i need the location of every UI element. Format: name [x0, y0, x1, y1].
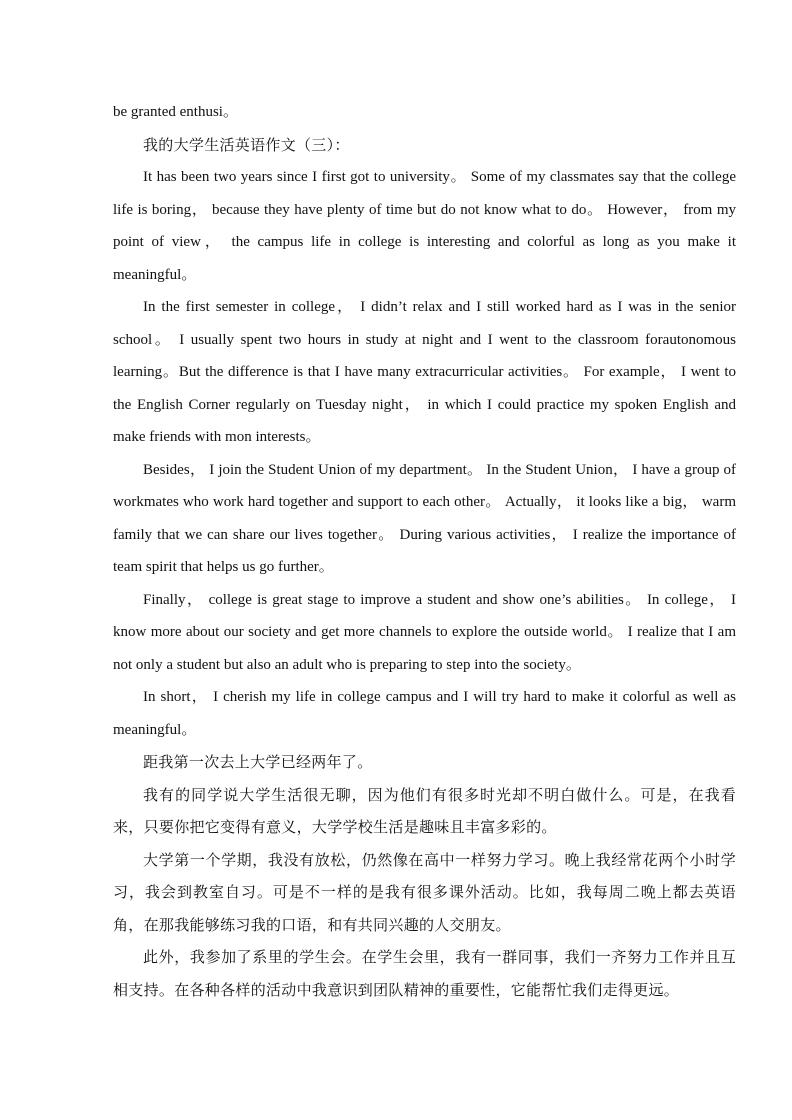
- document-body: [113, 96, 736, 1006]
- paragraph-en-student-union: Besides， I join the Student Union of my department。 In the Student Union， I have a group of workmates who work hard together and support to each other。 Actually， it looks like a big， warm family that we can share our lives together。 During various activities， I realize the importance of team spirit that helps us go further。: [113, 461, 736, 575]
- essay-heading: 我的大学生活英语作文（三）：: [143, 135, 350, 154]
- paragraph-zh-classmates: 我有的同学说大学生活很无聊，因为他们有很多时光却不明白做什么。可是，在我看来，只要你把它变得有意义，大学学校生活是趣味且丰富多彩的。: [113, 785, 736, 836]
- paragraph-en-first-semester: In the first semester in college， I didn’t relax and I still worked hard as I was in the senior school。 I usually spent two hours in study at night and I went to the classroom forautonomous learning。But the difference is that I have many extracurricular activities。 For example， I went to the English Corner regularly on Tuesday night， in which I could practice my spoken English and make friends with mon interests。: [113, 299, 736, 445]
- paragraph-fragment: be granted enthusi。: [113, 104, 238, 120]
- paragraph-zh-intro: 距我第一次去上大学已经两年了。: [143, 753, 373, 771]
- paragraph-en-intro: It has been two years since I first got to university。 Some of my classmates say that the college life is boring， because they have plenty of time but do not know what to do。 However， from my point of view， the campus life in college is interesting and colorful as long as you make it meaningful。: [113, 169, 736, 283]
- paragraph-en-conclusion: In short， I cherish my life in college campus and I will try hard to make it colorful as well as meaningful。: [113, 689, 736, 738]
- paragraph-en-finally: Finally， college is great stage to improve a student and show one’s abilities。 In college， I know more about our society and get more channels to explore the outside world。 I realize that I am not only a student but also an adult who is preparing to step into the society。: [113, 591, 736, 673]
- paragraph-zh-student-union: 此外，我参加了系里的学生会。在学生会里，我有一群同事，我们一齐努力工作并且互相支持。在各种各样的活动中我意识到团队精神的重要性，它能帮忙我们走得更远。: [113, 948, 736, 999]
- paragraph-zh-first-semester: 大学第一个学期，我没有放松，仍然像在高中一样努力学习。晚上我经常花两个小时学习，我会到教室自习。可是不一样的是我有很多课外活动。比如，我每周二晚上都去英语角，在那我能够练习我的口语，和有共同兴趣的人交朋友。: [113, 850, 736, 934]
